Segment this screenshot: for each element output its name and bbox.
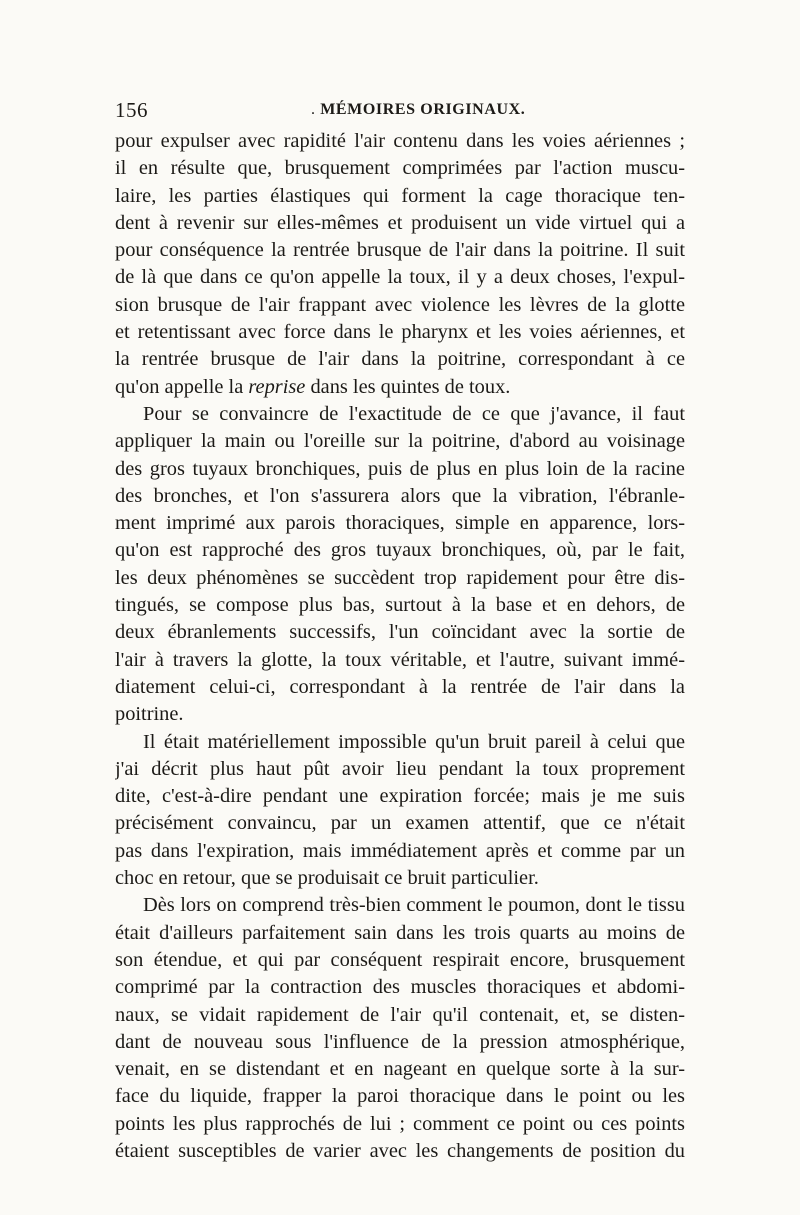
text-line: pour expulser avec rapidité l'air contenu dans les voies aériennes ; — [115, 130, 685, 152]
text-line: des gros tuyaux bronchiques, puis de plus en plus loin de la racine — [115, 457, 685, 480]
text-line: sion brusque de l'air frappant avec violence les lèvres de la glotte — [115, 293, 685, 316]
text-line: qu'on est rapproché des gros tuyaux bronchiques, où, par le fait, — [115, 539, 685, 562]
text-line: l'air à travers la glotte, la toux véritable, et l'autre, suivant immé- — [115, 648, 685, 671]
text-line: appliquer la main ou l'oreille sur la poitrine, d'abord au voisinage — [115, 430, 685, 453]
text-line: dant de nouveau sous l'influence de la pression atmosphérique, — [115, 1030, 685, 1053]
text-line: diatement celui-ci, correspondant à la rentrée de l'air dans la — [115, 675, 685, 698]
page-number: 156 — [115, 98, 148, 122]
text-line: Pour se convaincre de l'exactitude de ce que j'avance, il faut — [143, 402, 685, 425]
paragraph-3 — [115, 729, 685, 893]
text-line: choc en retour, que se produisait ce bruit particulier. — [115, 867, 539, 890]
text-line: et retentissant avec force dans le pharynx et les voies aériennes, et — [115, 321, 685, 344]
text-line: de là que dans ce qu'on appelle la toux, il y a deux choses, l'expul- — [115, 266, 685, 289]
text-line: laire, les parties élastiques qui forment la cage thoracique ten- — [115, 184, 685, 207]
text-line: dite, c'est-à-dire pendant une expiration forcée; mais je me suis — [115, 785, 685, 808]
text-line: étaient susceptibles de varier avec les changements de position du — [115, 1139, 685, 1162]
text-line: pas dans l'expiration, mais immédiatement après et comme par un — [115, 839, 685, 862]
text-line: points les plus rapprochés de lui ; comment ce point ou ces points — [115, 1112, 685, 1135]
text-line: deux ébranlements successifs, l'un coïncidant avec la sortie de — [115, 621, 685, 644]
text-line: j'ai décrit plus haut pût avoir lieu pendant la toux proprement — [115, 757, 685, 780]
text-line: ment imprimé aux parois thoraciques, simple en apparence, lors- — [115, 512, 685, 535]
text-line: la rentrée brusque de l'air dans la poitrine, correspondant à ce — [115, 348, 685, 371]
text-line: venait, en se distendant et en nageant en quelque sorte à la sur- — [115, 1058, 685, 1081]
text-line — [115, 374, 685, 401]
text-line: des bronches, et l'on s'assurera alors que la vibration, l'ébranle- — [115, 484, 685, 507]
paragraph-2 — [115, 401, 685, 729]
paragraph-1 — [115, 128, 685, 401]
text-line: précisément convaincu, par un examen attentif, que ce n'était — [115, 812, 685, 835]
text-line: face du liquide, frapper la paroi thoracique dans le point ou les — [115, 1085, 685, 1108]
text-run: qu'on appelle la — [115, 375, 249, 398]
text-line: était d'ailleurs parfaitement sain dans les trois quarts au moins de — [115, 921, 685, 944]
running-title: . MÉMOIRES ORIGINAUX. — [311, 101, 525, 119]
text-line: tingués, se compose plus bas, surtout à la base et en dehors, de — [115, 594, 685, 617]
text-line: Il était matériellement impossible qu'un bruit pareil à celui que — [143, 730, 685, 753]
text-line: comprimé par la contraction des muscles thoraciques et abdomi- — [115, 976, 685, 999]
text-line: son étendue, et qui par conséquent respirait encore, brusquement — [115, 948, 685, 971]
text-line: Dès lors on comprend très-bien comment le poumon, dont le tissu — [143, 894, 685, 917]
text-line: pour conséquence la rentrée brusque de l'air dans la poitrine. Il suit — [115, 239, 685, 262]
text-line: naux, se vidait rapidement de l'air qu'il contenait, et, se disten- — [115, 1003, 685, 1026]
text-line: les deux phénomènes se succèdent trop rapidement pour être dis- — [115, 566, 685, 589]
italic-term: reprise — [248, 375, 306, 398]
paragraph-4 — [115, 892, 685, 1165]
text-line: poitrine. — [115, 703, 184, 726]
text-run: dans les quintes de toux. — [305, 375, 511, 398]
text-line: il en résulte que, brusquement comprimées par l'action muscu- — [115, 157, 685, 180]
running-header — [115, 98, 685, 128]
body-text — [115, 128, 685, 1165]
text-line: dent à revenir sur elles-mêmes et produisent un vide virtuel qui a — [115, 211, 685, 234]
